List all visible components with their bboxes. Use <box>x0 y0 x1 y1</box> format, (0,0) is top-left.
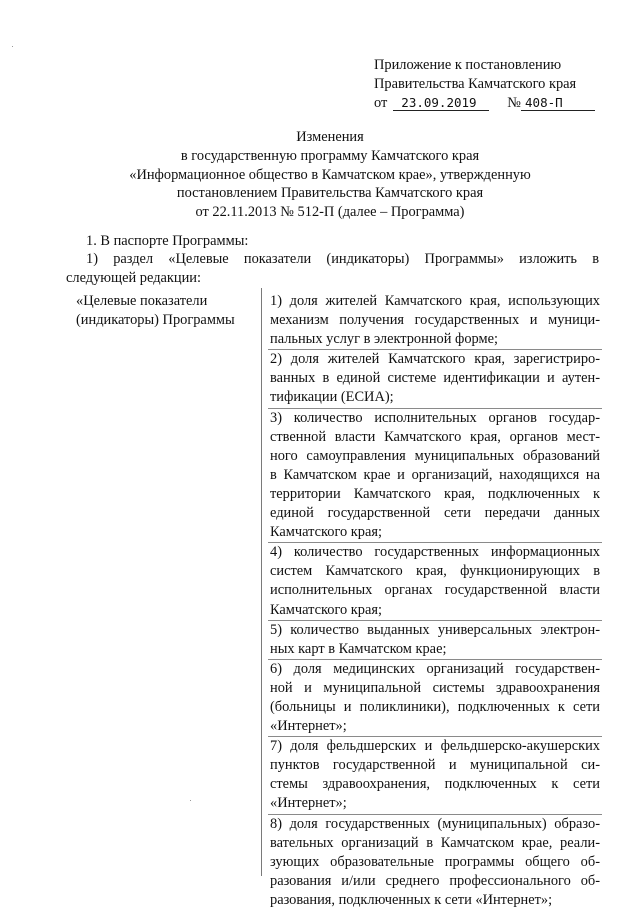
paragraph-line-1: 1) раздел «Целевые показатели (индикаторы) Программы» изложить в <box>86 251 599 267</box>
left-cell-line-2: (индикаторы) Программы <box>76 312 235 328</box>
indicator-line: 8) доля государственных (муниципальных) образо- <box>270 815 600 832</box>
indicator-line: ванных в единой системе идентификации и аутен- <box>270 370 600 387</box>
indicator-list <box>270 292 600 910</box>
indicator-line: ственной власти Камчатского края, органов мест- <box>270 428 600 445</box>
indicator-line: 2) доля жителей Камчатского края, зарегистриро- <box>270 351 600 368</box>
indicator-line: разования и/или среднего профессионального об- <box>270 872 600 889</box>
indicator-item <box>270 292 600 349</box>
date-label: от <box>374 95 388 111</box>
indicator-line: систем Камчатского края, функционирующих в <box>270 563 600 580</box>
indicator-item <box>270 409 600 543</box>
indicator-item <box>270 737 600 813</box>
indicator-line: 1) доля жителей Камчатского края, использующих <box>270 293 600 309</box>
indicator-item <box>270 660 600 736</box>
indicator-line: механизм получения государственных и муници- <box>270 312 600 329</box>
indicator-line: вательных организаций в Камчатском крае, реали- <box>270 834 600 851</box>
number-label: № <box>507 95 522 111</box>
indicator-line: стемы здравоохранения, подключенных к сети <box>270 776 600 793</box>
appendix-block <box>374 56 595 113</box>
heading-line-4: постановлением Правительства Камчатского края <box>176 185 484 202</box>
left-cell-line-1: «Целевые показатели <box>76 293 208 309</box>
heading-line-5: от 22.11.2013 № 512-П (далее – Программа) <box>195 204 465 221</box>
indicator-line: Камчатского края; <box>270 524 382 541</box>
paragraph-line-2: следующей редакции: <box>66 270 201 286</box>
indicator-line: «Интернет»; <box>270 718 347 735</box>
indicator-line: 6) доля медицинских организаций государствен- <box>270 660 600 677</box>
indicator-line: ного самоуправления муниципальных образований <box>270 447 600 464</box>
indicator-line: (больницы и поликлиники), подключенных к сети <box>270 698 600 715</box>
heading-line-3: «Информационное общество в Камчатском крае», утвержденную <box>129 166 531 183</box>
indicator-line: ной и муниципальной системы здравоохранения <box>270 679 600 696</box>
indicator-line: в Камчатском крае и организаций, находящихся на <box>270 466 600 483</box>
indicator-line: Камчатского края; <box>270 601 382 618</box>
indicator-line: исполнительных органах государственной власти <box>270 582 600 599</box>
indicator-item <box>270 350 600 407</box>
indicator-line: 7) доля фельдшерских и фельдшерско-акушерских <box>270 738 600 755</box>
section-title: 1. В паспорте Программы: <box>86 233 249 249</box>
indicator-line: 5) количество выданных универсальных электрон- <box>270 621 600 638</box>
indicator-item <box>270 815 600 910</box>
heading-line-2: в государственную программу Камчатского края <box>180 147 480 164</box>
document-number: 408-П <box>521 95 595 111</box>
scan-speck <box>190 800 191 801</box>
scan-speck <box>12 46 13 47</box>
indicator-line: ных карт в Камчатском крае; <box>270 640 447 657</box>
indicator-line: разования, подключенных к сети «Интернет»; <box>270 891 553 908</box>
indicator-line: «Интернет»; <box>270 795 347 812</box>
indicator-line: пальных услуг в электронной форме; <box>270 331 499 348</box>
appendix-line-2: Правительства Камчатского края <box>374 76 577 92</box>
heading-line-1: Изменения <box>296 129 364 145</box>
indicator-line: единой государственной сети передачи данных <box>270 505 600 522</box>
table-left-cell <box>76 292 256 330</box>
document-date: 23.09.2019 <box>393 95 489 111</box>
indicator-line: 3) количество исполнительных органов государ- <box>270 409 600 426</box>
indicator-line: территории Камчатского края, подключенных к <box>270 485 600 502</box>
indicator-line: пунктов государственной и муниципальной си- <box>270 757 600 774</box>
indicator-item <box>270 543 600 619</box>
indicator-line: 4) количество государственных информационных <box>270 544 600 561</box>
table-column-divider <box>261 288 262 876</box>
indicator-line: тификации (ЕСИА); <box>270 389 394 406</box>
appendix-date-row <box>374 94 595 113</box>
section-paragraph <box>66 250 599 288</box>
document-heading <box>80 128 580 222</box>
indicator-line: зующих образовательные программы общего об- <box>270 853 600 870</box>
appendix-line-1: Приложение к постановлению <box>374 57 562 73</box>
indicator-item <box>270 621 600 659</box>
